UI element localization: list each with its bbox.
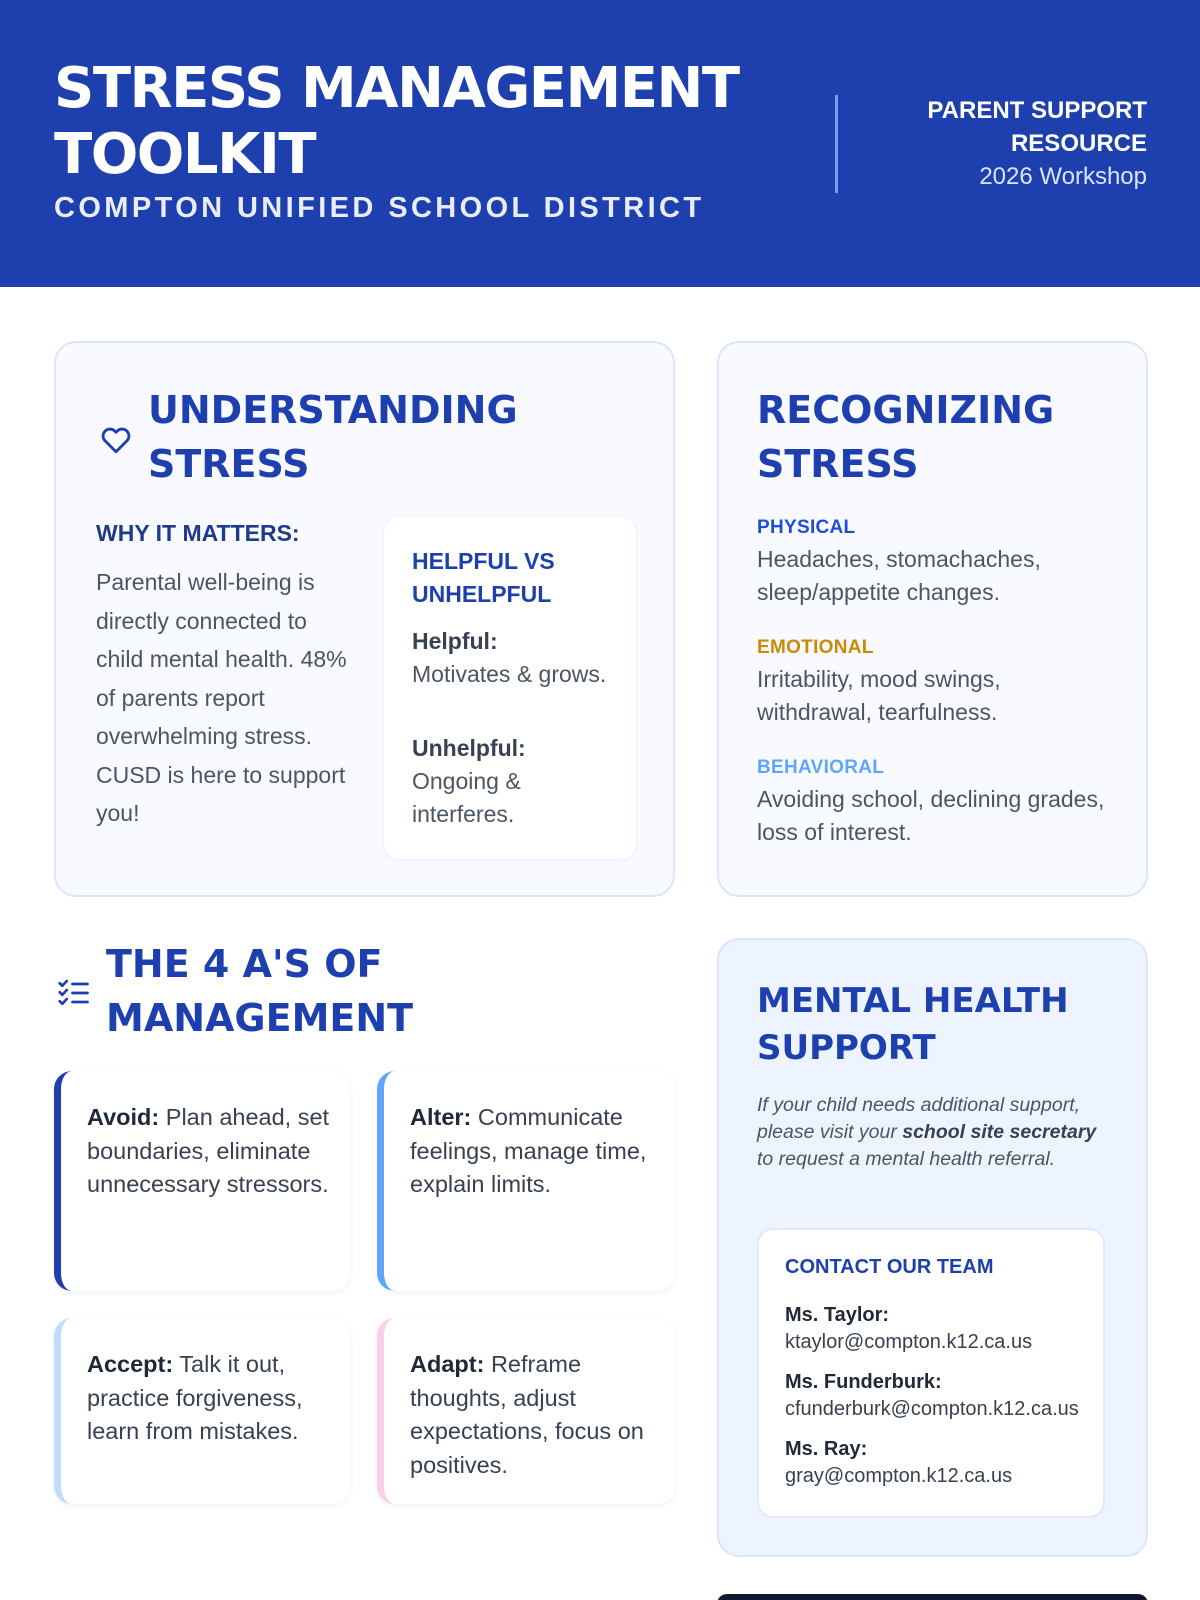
why-it-matters-label: WHY IT MATTERS: — [96, 520, 300, 546]
strategy-text: Talk it out, practice forgiveness, learn from mistakes. — [87, 1351, 303, 1444]
strategy-card-alter — [377, 1071, 675, 1291]
unhelpful-label: Unhelpful: — [412, 735, 526, 761]
header-badge — [917, 94, 1147, 193]
why-it-matters-text: Parental well-being is directly connected to child mental health. 48% of parents report overwhelming stress. CUSD is here to support you! — [96, 569, 347, 826]
contact-name: Ms. Ray: — [785, 1438, 868, 1460]
contact-name: Ms. Funderburk: — [785, 1371, 942, 1393]
recognizing-stress-title: RECOGNIZING STRESS — [757, 388, 1055, 486]
unhelpful-text: Ongoing & interferes. — [412, 768, 521, 827]
resource-label: PARENT SUPPORT RESOURCE — [927, 97, 1147, 157]
mental-health-support-card — [717, 938, 1148, 1557]
symptom-text: Avoiding school, declining grades, loss of interest. — [757, 786, 1105, 845]
contact-team-title: CONTACT OUR TEAM — [785, 1256, 994, 1278]
symptom-behavioral — [757, 757, 1117, 849]
symptom-physical — [757, 517, 1117, 609]
understanding-stress-card — [54, 341, 675, 897]
district-name: COMPTON UNIFIED SCHOOL DISTRICT — [54, 192, 705, 224]
mental-health-title: MENTAL HEALTH SUPPORT — [757, 981, 1069, 1068]
symptom-label: EMOTIONAL — [757, 637, 874, 658]
strategy-text: Communicate feelings, manage time, explain limits. — [410, 1104, 647, 1197]
helpful-label: Helpful: — [412, 628, 498, 654]
school-site-secretary: school site secretary — [902, 1121, 1097, 1143]
contact-taylor — [785, 1302, 1105, 1355]
symptom-text: Headaches, stomachaches, sleep/appetite changes. — [757, 546, 1041, 605]
referral-note: If your child needs additional support, please visit your school site secretary to request a mental health referral. — [757, 1094, 1097, 1170]
strategy-card-adapt — [377, 1318, 675, 1504]
contact-email[interactable]: cfunderburk@compton.k12.ca.us — [785, 1397, 1079, 1420]
symptom-text: Irritability, mood swings, withdrawal, tearfulness. — [757, 666, 1001, 725]
next-section-edge — [717, 1594, 1148, 1600]
helpful-vs-unhelpful-box — [384, 517, 636, 859]
helpful-vs-unhelpful-title: HELPFUL VS UNHELPFUL — [412, 548, 555, 607]
contact-email[interactable]: gray@compton.k12.ca.us — [785, 1464, 1013, 1487]
contact-funderburk — [785, 1369, 1105, 1422]
helpful-text: Motivates & grows. — [412, 661, 607, 687]
contact-ray — [785, 1436, 1105, 1489]
contact-name: Ms. Taylor: — [785, 1304, 890, 1326]
strategy-card-avoid — [54, 1071, 350, 1291]
strategy-label: Adapt: — [410, 1351, 485, 1377]
unhelpful-item — [412, 732, 612, 831]
symptom-emotional — [757, 637, 1117, 729]
helpful-item — [412, 625, 612, 691]
checklist-icon — [56, 975, 92, 1011]
strategy-text: Reframe thoughts, adjust expectations, focus on positives. — [410, 1351, 644, 1478]
contact-team-box — [757, 1228, 1105, 1518]
heart-icon — [98, 421, 134, 457]
recognizing-stress-card — [717, 341, 1148, 897]
symptom-label: PHYSICAL — [757, 517, 856, 538]
page-title: STRESS MANAGEMENT TOOLKIT — [54, 56, 739, 187]
strategy-card-accept — [54, 1318, 350, 1504]
symptom-label: BEHAVIORAL — [757, 757, 885, 778]
strategy-text: Plan ahead, set boundaries, eliminate unnecessary stressors. — [87, 1104, 330, 1197]
page-header — [0, 0, 1200, 287]
workshop-year: 2026 Workshop — [979, 163, 1147, 190]
strategy-label: Accept: — [87, 1351, 174, 1377]
contact-email[interactable]: ktaylor@compton.k12.ca.us — [785, 1330, 1033, 1353]
strategy-label: Avoid: — [87, 1104, 160, 1130]
four-as-title: THE 4 A'S OF MANAGEMENT — [106, 942, 414, 1040]
strategy-label: Alter: — [410, 1104, 472, 1130]
understanding-stress-title: UNDERSTANDING STRESS — [148, 388, 518, 486]
header-divider — [835, 95, 838, 193]
